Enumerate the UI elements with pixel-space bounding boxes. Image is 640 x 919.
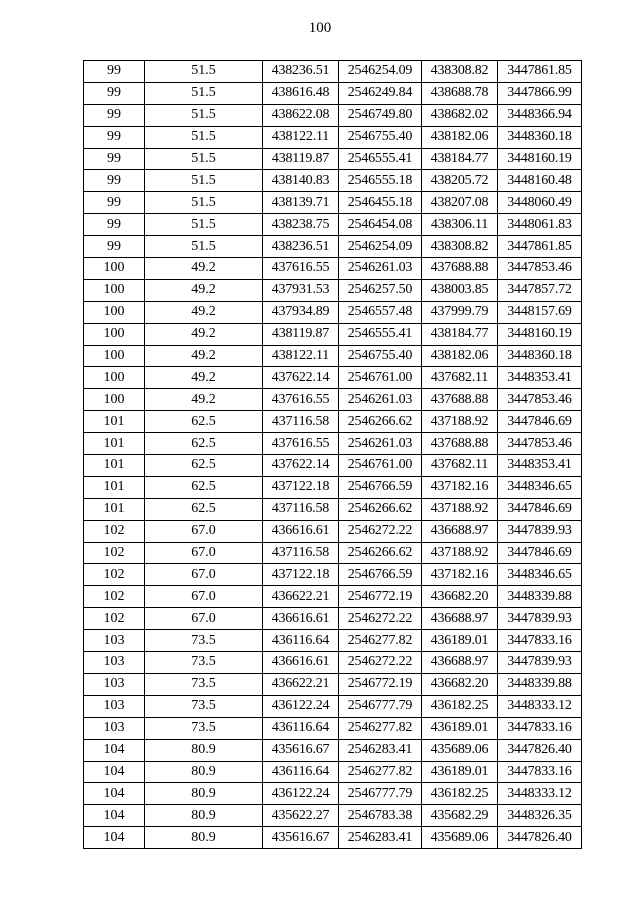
area-cell: 51.5 [145, 236, 263, 258]
x1-cell: 436622.21 [263, 673, 339, 695]
y2-cell: 3448366.94 [498, 104, 582, 126]
y2-cell: 3447846.69 [498, 542, 582, 564]
y2-cell: 3447846.69 [498, 411, 582, 433]
plot-number-cell: 100 [84, 258, 145, 280]
plot-number-cell: 102 [84, 564, 145, 586]
plot-number-cell: 100 [84, 301, 145, 323]
coordinates-table [83, 60, 582, 849]
plot-number-cell: 100 [84, 345, 145, 367]
area-cell: 67.0 [145, 542, 263, 564]
area-cell: 51.5 [145, 82, 263, 104]
y2-cell: 3448360.18 [498, 345, 582, 367]
table-row [84, 564, 582, 586]
x2-cell: 438308.82 [422, 61, 498, 83]
plot-number-cell: 99 [84, 104, 145, 126]
area-cell: 49.2 [145, 389, 263, 411]
area-cell: 73.5 [145, 652, 263, 674]
table-row [84, 455, 582, 477]
table-row [84, 805, 582, 827]
table-row [84, 367, 582, 389]
y2-cell: 3447839.93 [498, 520, 582, 542]
y1-cell: 2546277.82 [339, 761, 422, 783]
area-cell: 80.9 [145, 739, 263, 761]
y2-cell: 3448333.12 [498, 695, 582, 717]
x1-cell: 436116.64 [263, 717, 339, 739]
plot-number-cell: 101 [84, 455, 145, 477]
area-cell: 80.9 [145, 827, 263, 849]
x1-cell: 436622.21 [263, 586, 339, 608]
x2-cell: 435689.06 [422, 827, 498, 849]
y2-cell: 3448160.19 [498, 323, 582, 345]
plot-number-cell: 99 [84, 61, 145, 83]
x2-cell: 438184.77 [422, 148, 498, 170]
area-cell: 67.0 [145, 520, 263, 542]
area-cell: 51.5 [145, 148, 263, 170]
y1-cell: 2546261.03 [339, 258, 422, 280]
x2-cell: 436189.01 [422, 717, 498, 739]
x1-cell: 437116.58 [263, 411, 339, 433]
table-row [84, 520, 582, 542]
x2-cell: 438682.02 [422, 104, 498, 126]
table-row [84, 498, 582, 520]
y2-cell: 3447826.40 [498, 739, 582, 761]
table-row [84, 148, 582, 170]
plot-number-cell: 99 [84, 214, 145, 236]
plot-number-cell: 103 [84, 695, 145, 717]
area-cell: 67.0 [145, 586, 263, 608]
plot-number-cell: 100 [84, 323, 145, 345]
area-cell: 73.5 [145, 695, 263, 717]
y2-cell: 3447861.85 [498, 236, 582, 258]
y1-cell: 2546254.09 [339, 236, 422, 258]
table-row [84, 827, 582, 849]
x2-cell: 438688.78 [422, 82, 498, 104]
y1-cell: 2546266.62 [339, 542, 422, 564]
x2-cell: 436182.25 [422, 783, 498, 805]
x1-cell: 437122.18 [263, 564, 339, 586]
x1-cell: 435622.27 [263, 805, 339, 827]
y2-cell: 3447857.72 [498, 279, 582, 301]
x2-cell: 437188.92 [422, 542, 498, 564]
area-cell: 62.5 [145, 455, 263, 477]
x1-cell: 436616.61 [263, 608, 339, 630]
x2-cell: 437999.79 [422, 301, 498, 323]
x1-cell: 436122.24 [263, 695, 339, 717]
coordinates-table-body [84, 61, 582, 849]
table-row [84, 673, 582, 695]
y1-cell: 2546272.22 [339, 652, 422, 674]
x1-cell: 436116.64 [263, 761, 339, 783]
x2-cell: 438184.77 [422, 323, 498, 345]
table-row [84, 717, 582, 739]
plot-number-cell: 99 [84, 236, 145, 258]
y2-cell: 3447846.69 [498, 498, 582, 520]
x2-cell: 438182.06 [422, 126, 498, 148]
y2-cell: 3447839.93 [498, 652, 582, 674]
table-row [84, 258, 582, 280]
table-row [84, 126, 582, 148]
table-row [84, 411, 582, 433]
x1-cell: 437616.55 [263, 433, 339, 455]
y2-cell: 3448326.35 [498, 805, 582, 827]
table-row [84, 214, 582, 236]
x2-cell: 435682.29 [422, 805, 498, 827]
x1-cell: 437616.55 [263, 389, 339, 411]
y1-cell: 2546755.40 [339, 126, 422, 148]
y2-cell: 3447839.93 [498, 608, 582, 630]
y1-cell: 2546454.08 [339, 214, 422, 236]
table-row [84, 630, 582, 652]
x2-cell: 437682.11 [422, 455, 498, 477]
table-row [84, 323, 582, 345]
x1-cell: 438616.48 [263, 82, 339, 104]
area-cell: 62.5 [145, 498, 263, 520]
y1-cell: 2546261.03 [339, 433, 422, 455]
y2-cell: 3448339.88 [498, 673, 582, 695]
x1-cell: 435616.67 [263, 739, 339, 761]
area-cell: 49.2 [145, 258, 263, 280]
plot-number-cell: 101 [84, 476, 145, 498]
table-row [84, 279, 582, 301]
table-row [84, 761, 582, 783]
y1-cell: 2546257.50 [339, 279, 422, 301]
y2-cell: 3447866.99 [498, 82, 582, 104]
area-cell: 49.2 [145, 279, 263, 301]
y1-cell: 2546555.18 [339, 170, 422, 192]
plot-number-cell: 99 [84, 148, 145, 170]
x1-cell: 438139.71 [263, 192, 339, 214]
x2-cell: 437688.88 [422, 433, 498, 455]
y2-cell: 3448333.12 [498, 783, 582, 805]
y2-cell: 3448160.48 [498, 170, 582, 192]
plot-number-cell: 100 [84, 367, 145, 389]
plot-number-cell: 104 [84, 761, 145, 783]
y1-cell: 2546272.22 [339, 520, 422, 542]
table-row [84, 104, 582, 126]
x2-cell: 437188.92 [422, 411, 498, 433]
x1-cell: 436116.64 [263, 630, 339, 652]
x2-cell: 436688.97 [422, 652, 498, 674]
table-row [84, 739, 582, 761]
area-cell: 49.2 [145, 323, 263, 345]
area-cell: 51.5 [145, 192, 263, 214]
x2-cell: 437182.16 [422, 476, 498, 498]
y1-cell: 2546783.38 [339, 805, 422, 827]
area-cell: 73.5 [145, 673, 263, 695]
table-row [84, 652, 582, 674]
y1-cell: 2546249.84 [339, 82, 422, 104]
table-row [84, 236, 582, 258]
y1-cell: 2546277.82 [339, 717, 422, 739]
table-row [84, 61, 582, 83]
y1-cell: 2546749.80 [339, 104, 422, 126]
x1-cell: 435616.67 [263, 827, 339, 849]
plot-number-cell: 103 [84, 630, 145, 652]
x2-cell: 437688.88 [422, 258, 498, 280]
table-row [84, 783, 582, 805]
x1-cell: 438622.08 [263, 104, 339, 126]
y2-cell: 3448339.88 [498, 586, 582, 608]
area-cell: 51.5 [145, 170, 263, 192]
plot-number-cell: 102 [84, 542, 145, 564]
page-number: 100 [308, 20, 332, 36]
x1-cell: 437116.58 [263, 498, 339, 520]
y1-cell: 2546772.19 [339, 673, 422, 695]
y1-cell: 2546777.79 [339, 695, 422, 717]
area-cell: 73.5 [145, 630, 263, 652]
x1-cell: 436616.61 [263, 652, 339, 674]
x2-cell: 438207.08 [422, 192, 498, 214]
y1-cell: 2546455.18 [339, 192, 422, 214]
x2-cell: 435689.06 [422, 739, 498, 761]
table-row [84, 476, 582, 498]
table-row [84, 433, 582, 455]
x1-cell: 438140.83 [263, 170, 339, 192]
plot-number-cell: 102 [84, 520, 145, 542]
y1-cell: 2546266.62 [339, 411, 422, 433]
table-row [84, 345, 582, 367]
y2-cell: 3448353.41 [498, 455, 582, 477]
table-row [84, 608, 582, 630]
table-row [84, 695, 582, 717]
y1-cell: 2546557.48 [339, 301, 422, 323]
x1-cell: 438238.75 [263, 214, 339, 236]
area-cell: 51.5 [145, 126, 263, 148]
x2-cell: 436688.97 [422, 608, 498, 630]
table-row [84, 82, 582, 104]
plot-number-cell: 104 [84, 805, 145, 827]
plot-number-cell: 104 [84, 739, 145, 761]
x1-cell: 437622.14 [263, 367, 339, 389]
y1-cell: 2546555.41 [339, 323, 422, 345]
plot-number-cell: 99 [84, 126, 145, 148]
y1-cell: 2546761.00 [339, 367, 422, 389]
x1-cell: 438236.51 [263, 236, 339, 258]
y1-cell: 2546277.82 [339, 630, 422, 652]
y2-cell: 3447833.16 [498, 630, 582, 652]
y1-cell: 2546766.59 [339, 476, 422, 498]
x2-cell: 436682.20 [422, 673, 498, 695]
area-cell: 67.0 [145, 564, 263, 586]
y1-cell: 2546254.09 [339, 61, 422, 83]
x1-cell: 437934.89 [263, 301, 339, 323]
table-row [84, 586, 582, 608]
x2-cell: 436682.20 [422, 586, 498, 608]
y2-cell: 3447826.40 [498, 827, 582, 849]
y1-cell: 2546755.40 [339, 345, 422, 367]
y2-cell: 3448060.49 [498, 192, 582, 214]
x1-cell: 436616.61 [263, 520, 339, 542]
y1-cell: 2546266.62 [339, 498, 422, 520]
x2-cell: 438182.06 [422, 345, 498, 367]
plot-number-cell: 102 [84, 608, 145, 630]
area-cell: 62.5 [145, 476, 263, 498]
area-cell: 49.2 [145, 301, 263, 323]
x1-cell: 438119.87 [263, 323, 339, 345]
plot-number-cell: 101 [84, 411, 145, 433]
plot-number-cell: 102 [84, 586, 145, 608]
x1-cell: 438236.51 [263, 61, 339, 83]
area-cell: 80.9 [145, 805, 263, 827]
table-row [84, 542, 582, 564]
table-row [84, 301, 582, 323]
plot-number-cell: 99 [84, 82, 145, 104]
plot-number-cell: 104 [84, 827, 145, 849]
x1-cell: 437116.58 [263, 542, 339, 564]
y1-cell: 2546772.19 [339, 586, 422, 608]
area-cell: 62.5 [145, 433, 263, 455]
area-cell: 49.2 [145, 345, 263, 367]
y2-cell: 3448160.19 [498, 148, 582, 170]
y2-cell: 3447853.46 [498, 258, 582, 280]
x1-cell: 437622.14 [263, 455, 339, 477]
table-row [84, 192, 582, 214]
area-cell: 80.9 [145, 783, 263, 805]
y2-cell: 3447833.16 [498, 717, 582, 739]
y2-cell: 3447833.16 [498, 761, 582, 783]
x1-cell: 437122.18 [263, 476, 339, 498]
plot-number-cell: 103 [84, 673, 145, 695]
y2-cell: 3448061.83 [498, 214, 582, 236]
area-cell: 51.5 [145, 104, 263, 126]
x2-cell: 436189.01 [422, 761, 498, 783]
y2-cell: 3447853.46 [498, 389, 582, 411]
x2-cell: 436189.01 [422, 630, 498, 652]
x2-cell: 436182.25 [422, 695, 498, 717]
x2-cell: 438003.85 [422, 279, 498, 301]
x2-cell: 438306.11 [422, 214, 498, 236]
y1-cell: 2546272.22 [339, 608, 422, 630]
area-cell: 73.5 [145, 717, 263, 739]
y2-cell: 3448346.65 [498, 564, 582, 586]
x2-cell: 437688.88 [422, 389, 498, 411]
area-cell: 62.5 [145, 411, 263, 433]
x1-cell: 437616.55 [263, 258, 339, 280]
plot-number-cell: 100 [84, 279, 145, 301]
x2-cell: 438205.72 [422, 170, 498, 192]
x2-cell: 437682.11 [422, 367, 498, 389]
y2-cell: 3448360.18 [498, 126, 582, 148]
area-cell: 51.5 [145, 61, 263, 83]
y1-cell: 2546283.41 [339, 739, 422, 761]
x1-cell: 437931.53 [263, 279, 339, 301]
x1-cell: 438122.11 [263, 345, 339, 367]
area-cell: 67.0 [145, 608, 263, 630]
x1-cell: 436122.24 [263, 783, 339, 805]
plot-number-cell: 99 [84, 192, 145, 214]
x2-cell: 437182.16 [422, 564, 498, 586]
plot-number-cell: 100 [84, 389, 145, 411]
y1-cell: 2546261.03 [339, 389, 422, 411]
area-cell: 49.2 [145, 367, 263, 389]
table-row [84, 170, 582, 192]
y1-cell: 2546777.79 [339, 783, 422, 805]
area-cell: 80.9 [145, 761, 263, 783]
table-row [84, 389, 582, 411]
plot-number-cell: 99 [84, 170, 145, 192]
y1-cell: 2546555.41 [339, 148, 422, 170]
plot-number-cell: 104 [84, 783, 145, 805]
area-cell: 51.5 [145, 214, 263, 236]
x1-cell: 438122.11 [263, 126, 339, 148]
y1-cell: 2546283.41 [339, 827, 422, 849]
x2-cell: 437188.92 [422, 498, 498, 520]
y2-cell: 3447861.85 [498, 61, 582, 83]
x1-cell: 438119.87 [263, 148, 339, 170]
y1-cell: 2546761.00 [339, 455, 422, 477]
y2-cell: 3448346.65 [498, 476, 582, 498]
y2-cell: 3448157.69 [498, 301, 582, 323]
y2-cell: 3448353.41 [498, 367, 582, 389]
x2-cell: 438308.82 [422, 236, 498, 258]
y1-cell: 2546766.59 [339, 564, 422, 586]
x2-cell: 436688.97 [422, 520, 498, 542]
y2-cell: 3447853.46 [498, 433, 582, 455]
plot-number-cell: 101 [84, 433, 145, 455]
plot-number-cell: 103 [84, 717, 145, 739]
plot-number-cell: 103 [84, 652, 145, 674]
plot-number-cell: 101 [84, 498, 145, 520]
